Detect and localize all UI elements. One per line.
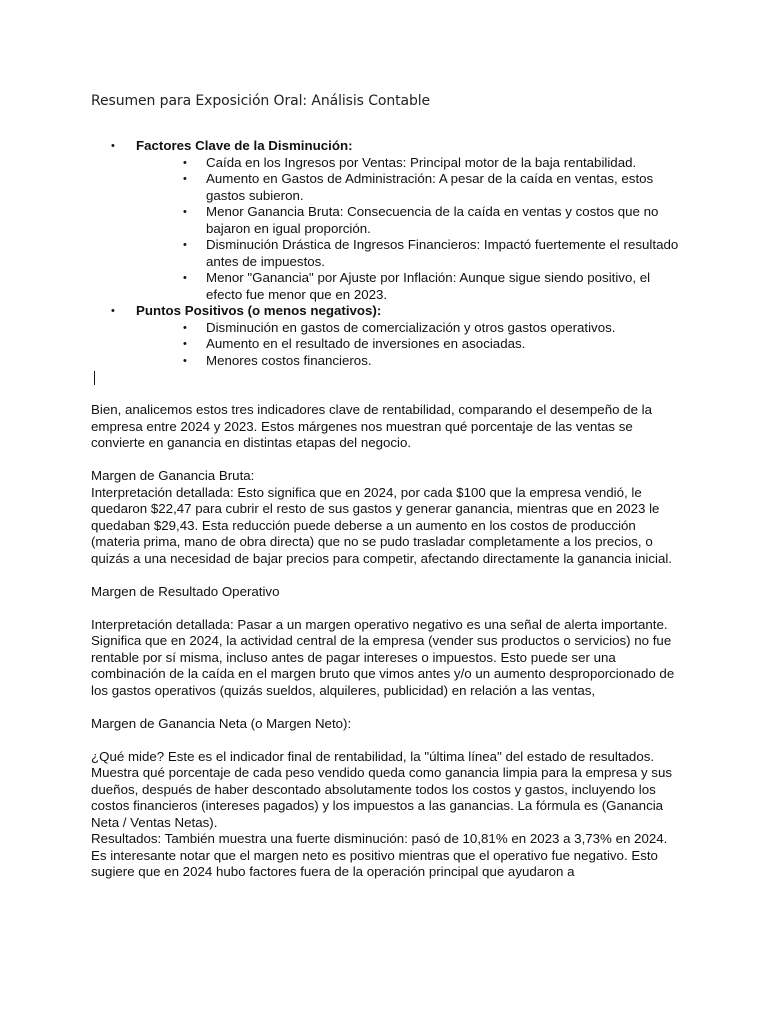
- bullet-glyph: •: [183, 239, 187, 251]
- list-item-text: Menores costos financieros.: [206, 352, 372, 368]
- margen-neta-paragraph: ¿Qué mide? Este es el indicador final de rentabilidad, la "última línea" del estado de resultados. Muestra qué porcentaje de cada peso vendido queda como ganancia limpia para la empresa y sus dueños, después de haber descontado absolutamente todos los costos y gastos, incluyendo los costos financieros (intereses pagados) y los impuestos a las ganancias. La fórmula es (Ganancia Neta / Ventas Netas).: [91, 748, 672, 830]
- list-item: [136, 171, 686, 204]
- bullet-glyph: •: [183, 173, 187, 185]
- margen-operativo-heading: Margen de Resultado Operativo: [91, 583, 280, 599]
- list-item: [136, 336, 686, 353]
- bullet-glyph: •: [183, 272, 187, 284]
- list-item: [136, 204, 686, 237]
- list-item-text: Aumento en el resultado de inversiones en asociadas.: [206, 336, 526, 351]
- document-title: Resumen para Exposición Oral: Análisis Contable: [91, 93, 431, 109]
- factores-sublist: [136, 155, 711, 304]
- bullet-glyph: •: [183, 338, 187, 350]
- list-item: [136, 270, 686, 303]
- text-cursor[interactable]: [94, 371, 95, 385]
- bullet-glyph: •: [183, 206, 187, 218]
- bullet-glyph: •: [183, 354, 187, 367]
- bullet-glyph: •: [111, 140, 115, 152]
- list-item: [136, 320, 686, 337]
- list-item: [136, 237, 686, 270]
- list-item-text: Disminución en gastos de comercialización y otros gastos operativos.: [206, 319, 616, 335]
- margen-bruta-paragraph: Interpretación detallada: Esto significa que en 2024, por cada $100 que la empresa vendió, le quedaron $22,47 para cubrir el resto de sus gastos y generar ganancia, mientras que en 2023 le quedaban $29,43. Esta reducción puede deberse a un aumento en los costos de producción (materia prima, mano de obra directa) que no se pudo trasladar completamente a los precios, o quizás a una necesidad de bajar precios para competir, afectando directamente la ganancia inicial.: [91, 484, 672, 566]
- bullet-glyph: •: [111, 305, 115, 317]
- section-puntos-positivos: [111, 303, 711, 369]
- section-factores-clave: [111, 138, 711, 303]
- margen-neta-resultados: Resultados: También muestra una fuerte disminución: pasó de 10,81% en 2023 a 3,73% en 2024.: [91, 831, 668, 846]
- bullet-glyph: •: [183, 156, 187, 169]
- list-item-text: Disminución Drástica de Ingresos Financieros: Impactó fuertemente el resultado antes de impuestos.: [206, 237, 679, 269]
- section-heading: Factores Clave de la Disminución:: [136, 138, 353, 153]
- margen-bruta-heading: Margen de Ganancia Bruta:: [91, 468, 255, 483]
- list-item: [136, 155, 686, 172]
- summary-bullet-list: [111, 138, 711, 369]
- list-item-text: Menor Ganancia Bruta: Consecuencia de la caída en ventas y costos que no bajaron en igual proporción.: [206, 204, 659, 236]
- list-item: [136, 353, 686, 370]
- margen-neta-final: Es interesante notar que el margen neto es positivo mientras que el operativo fue negativo. Esto sugiere que en 2024 hubo factores fuera de la operación principal que ayudaron a: [91, 847, 658, 879]
- margen-neta-heading: Margen de Ganancia Neta (o Margen Neto):: [91, 715, 352, 731]
- list-item-text: Aumento en Gastos de Administración: A pesar de la caída en ventas, estos gastos subieron.: [206, 171, 654, 203]
- margen-operativo-paragraph: Interpretación detallada: Pasar a un margen operativo negativo es una señal de alerta importante. Significa que en 2024, la actividad central de la empresa (vender sus productos o servicios) no fue rentable por sí misma, incluso antes de pagar intereses o impuestos. Esto puede ser una combinación de la caída en el margen bruto que vimos antes y/o un aumento desproporcionado de los gastos operativos (quizás sueldos, alquileres, publicidad) en relación a las ventas,: [91, 616, 675, 698]
- list-item-text: Caída en los Ingresos por Ventas: Principal motor de la baja rentabilidad.: [206, 154, 637, 170]
- intro-paragraph: Bien, analicemos estos tres indicadores clave de rentabilidad, comparando el desempeño de la empresa entre 2024 y 2023. Estos márgenes nos muestran qué porcentaje de las ventas se convierte en ganancia en distintas etapas del negocio.: [91, 402, 653, 450]
- bullet-glyph: •: [183, 321, 187, 334]
- list-item-text: Menor "Ganancia" por Ajuste por Inflación: Aunque sigue siendo positivo, el efecto fue menor que en 2023.: [206, 270, 651, 302]
- document-body: [91, 402, 686, 881]
- positivos-sublist: [136, 320, 711, 370]
- section-heading: Puntos Positivos (o menos negativos):: [136, 303, 382, 318]
